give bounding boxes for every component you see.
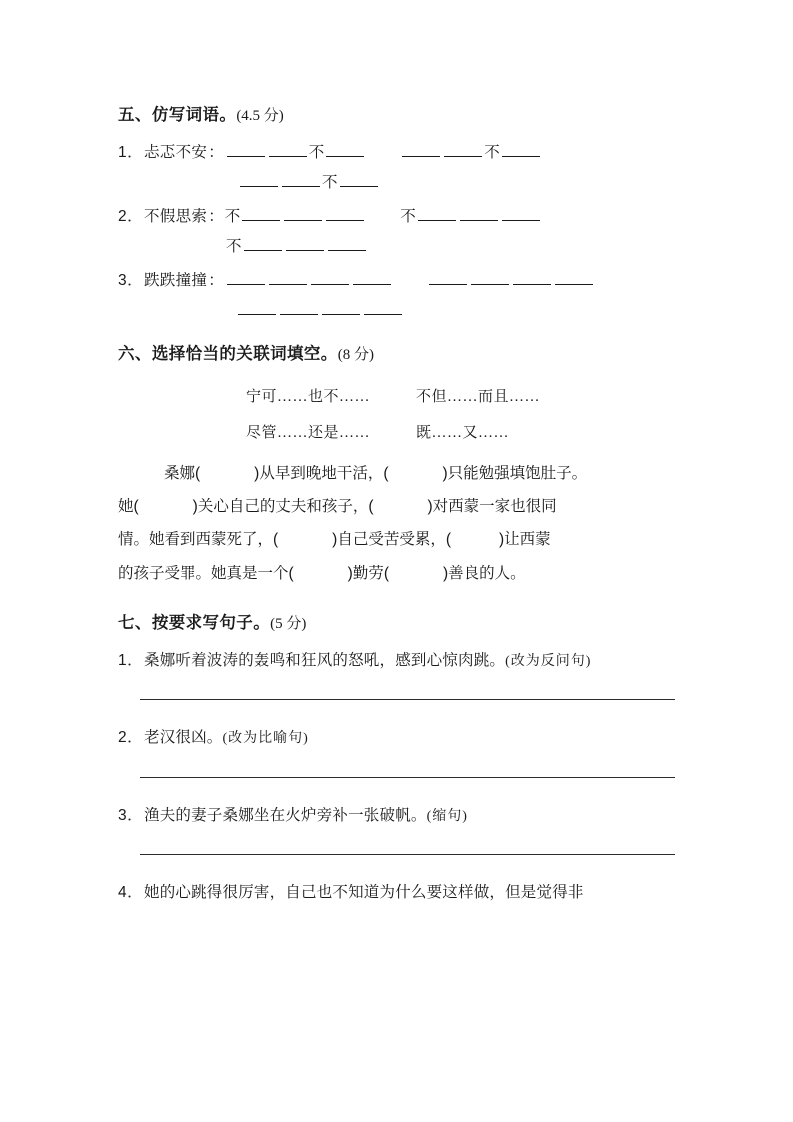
cloze-blank[interactable]: [451, 523, 499, 556]
item-label: 忐忑不安: [144, 144, 208, 162]
question-hint: (改为反问句): [505, 654, 592, 670]
cloze-paragraph: [118, 457, 678, 590]
cloze-blank[interactable]: [294, 557, 348, 590]
cloze-text: )对西蒙一家也很同: [427, 498, 557, 516]
connective-option-3[interactable]: 尽管……还是……: [246, 424, 371, 441]
blank[interactable]: [286, 235, 324, 251]
section-five-heading: [118, 104, 678, 127]
question-hint: (缩句): [426, 808, 468, 824]
section-seven-question-2: [118, 726, 678, 749]
section-seven-heading: [118, 612, 678, 635]
cloze-line-3: [118, 523, 678, 556]
section-five-item-2: [118, 205, 678, 229]
section-five-item-1-row2: [118, 171, 678, 195]
answer-blank-group[interactable]: [400, 205, 542, 229]
connective-row-2: [118, 416, 678, 451]
section-seven-title: 按要求写句子。: [151, 614, 271, 633]
section-five-number: 五、: [118, 106, 152, 124]
answer-blank-group[interactable]: [400, 141, 542, 165]
blank[interactable]: [282, 171, 320, 187]
section-seven-question-1: [118, 649, 678, 672]
cloze-text: )只能勉强填饱肚子。: [442, 464, 588, 482]
blank[interactable]: [364, 299, 402, 315]
question-sentence: 她的心跳得很厉害，自己也不知道为什么要这样做，但是觉得非: [144, 883, 584, 901]
fixed-char: 不: [224, 208, 241, 226]
cloze-blank[interactable]: [374, 490, 428, 523]
blank[interactable]: [311, 269, 349, 285]
answer-blank-group[interactable]: [226, 235, 368, 259]
item-number: 1．: [118, 652, 144, 670]
fixed-char: 不: [322, 174, 338, 192]
answer-line[interactable]: [140, 854, 675, 855]
answer-blank-group[interactable]: [225, 205, 367, 229]
section-five-item-1: [118, 141, 678, 165]
connective-option-4[interactable]: 既……又……: [416, 424, 510, 441]
blank[interactable]: [326, 141, 364, 157]
item-label: 跌跌撞撞: [144, 272, 208, 290]
section-five-item-2-row2: [118, 235, 678, 259]
cloze-blank[interactable]: [389, 457, 443, 490]
cloze-text: 她(: [118, 498, 139, 516]
blank[interactable]: [227, 269, 265, 285]
connective-option-1[interactable]: 宁可……也不……: [246, 389, 371, 406]
blank[interactable]: [328, 235, 366, 251]
connective-word-bank: [118, 380, 678, 451]
fixed-char: 不: [400, 208, 416, 226]
cloze-text: 桑娜(: [164, 464, 201, 482]
cloze-blank[interactable]: [389, 557, 443, 590]
connective-row-1: [118, 380, 678, 415]
blank[interactable]: [502, 141, 540, 157]
blank[interactable]: [326, 205, 364, 221]
item-colon: ：: [208, 144, 224, 162]
blank[interactable]: [242, 205, 280, 221]
blank[interactable]: [322, 299, 360, 315]
section-five: [118, 104, 678, 323]
item-number: 3．: [118, 806, 144, 824]
cloze-line-4: [118, 557, 678, 590]
blank[interactable]: [269, 269, 307, 285]
blank[interactable]: [444, 141, 482, 157]
answer-blank-group[interactable]: [238, 171, 380, 195]
cloze-line-1: [118, 457, 678, 490]
section-seven: [118, 612, 678, 904]
fixed-char: 不: [484, 144, 500, 162]
section-seven-question-4: [118, 881, 678, 904]
item-colon: ：: [208, 272, 224, 290]
question-sentence: 桑娜听着波涛的轰鸣和狂风的怒吼，感到心惊肉跳。: [144, 652, 506, 670]
blank[interactable]: [284, 205, 322, 221]
answer-blank-group[interactable]: [236, 299, 404, 323]
blank[interactable]: [460, 205, 498, 221]
cloze-blank[interactable]: [200, 457, 254, 490]
section-six-heading: [118, 343, 678, 366]
item-number: 2．: [118, 729, 144, 747]
blank[interactable]: [418, 205, 456, 221]
answer-blank-group[interactable]: [427, 269, 595, 293]
item-number: 1．: [118, 144, 144, 162]
cloze-text: )让西蒙: [499, 531, 551, 549]
answer-blank-group[interactable]: [225, 269, 393, 293]
fixed-char: 不: [226, 238, 242, 256]
cloze-text: )从早到晚地干活，(: [254, 464, 389, 482]
answer-blank-group[interactable]: [225, 141, 367, 165]
blank[interactable]: [227, 141, 265, 157]
fixed-char: 不: [308, 144, 325, 162]
blank[interactable]: [240, 171, 278, 187]
blank[interactable]: [555, 269, 593, 285]
blank[interactable]: [402, 141, 440, 157]
question-hint: (改为比喻句): [222, 731, 309, 747]
cloze-text: )勤劳(: [347, 564, 389, 582]
blank[interactable]: [340, 171, 378, 187]
item-number: 2．: [118, 208, 144, 226]
blank[interactable]: [280, 299, 318, 315]
section-five-title: 仿写词语。: [151, 106, 237, 124]
section-six-number: 六、: [118, 345, 152, 364]
answer-line[interactable]: [140, 699, 675, 700]
cloze-blank[interactable]: [139, 490, 193, 523]
cloze-line-2: [118, 490, 678, 523]
cloze-text: )关心自己的丈夫和孩子，(: [192, 498, 374, 516]
cloze-text: 的孩子受罪。她真是一个(: [118, 564, 294, 582]
cloze-text: 情。她看到西蒙死了，(: [118, 531, 279, 549]
blank[interactable]: [238, 299, 276, 315]
cloze-text: )自己受苦受累，(: [332, 531, 451, 549]
blank[interactable]: [429, 269, 467, 285]
section-five-item-3-row2: [118, 299, 678, 323]
blank[interactable]: [353, 269, 391, 285]
blank[interactable]: [244, 235, 282, 251]
item-colon: ：: [208, 208, 224, 226]
section-six-score: (8 分): [337, 347, 374, 364]
question-sentence: 老汉很凶。: [144, 729, 223, 747]
question-sentence: 渔夫的妻子桑娜坐在火炉旁补一张破帆。: [144, 806, 427, 824]
section-six: [118, 343, 678, 590]
item-number: 4．: [118, 883, 144, 901]
blank[interactable]: [513, 269, 551, 285]
item-label: 不假思索: [144, 208, 208, 226]
section-seven-score: (5 分): [270, 616, 307, 633]
section-five-score: (4.5 分): [236, 108, 284, 124]
item-number: 3．: [118, 272, 144, 290]
section-six-title: 选择恰当的关联词填空。: [151, 345, 338, 364]
blank[interactable]: [471, 269, 509, 285]
worksheet-content: [118, 104, 678, 904]
section-seven-question-3: [118, 804, 678, 827]
section-five-item-3: [118, 269, 678, 293]
cloze-blank[interactable]: [278, 523, 332, 556]
blank[interactable]: [502, 205, 540, 221]
connective-option-2[interactable]: 不但……而且……: [416, 389, 541, 406]
answer-line[interactable]: [140, 777, 675, 778]
cloze-text: )善良的人。: [443, 564, 526, 582]
section-seven-number: 七、: [118, 614, 152, 633]
blank[interactable]: [269, 141, 307, 157]
